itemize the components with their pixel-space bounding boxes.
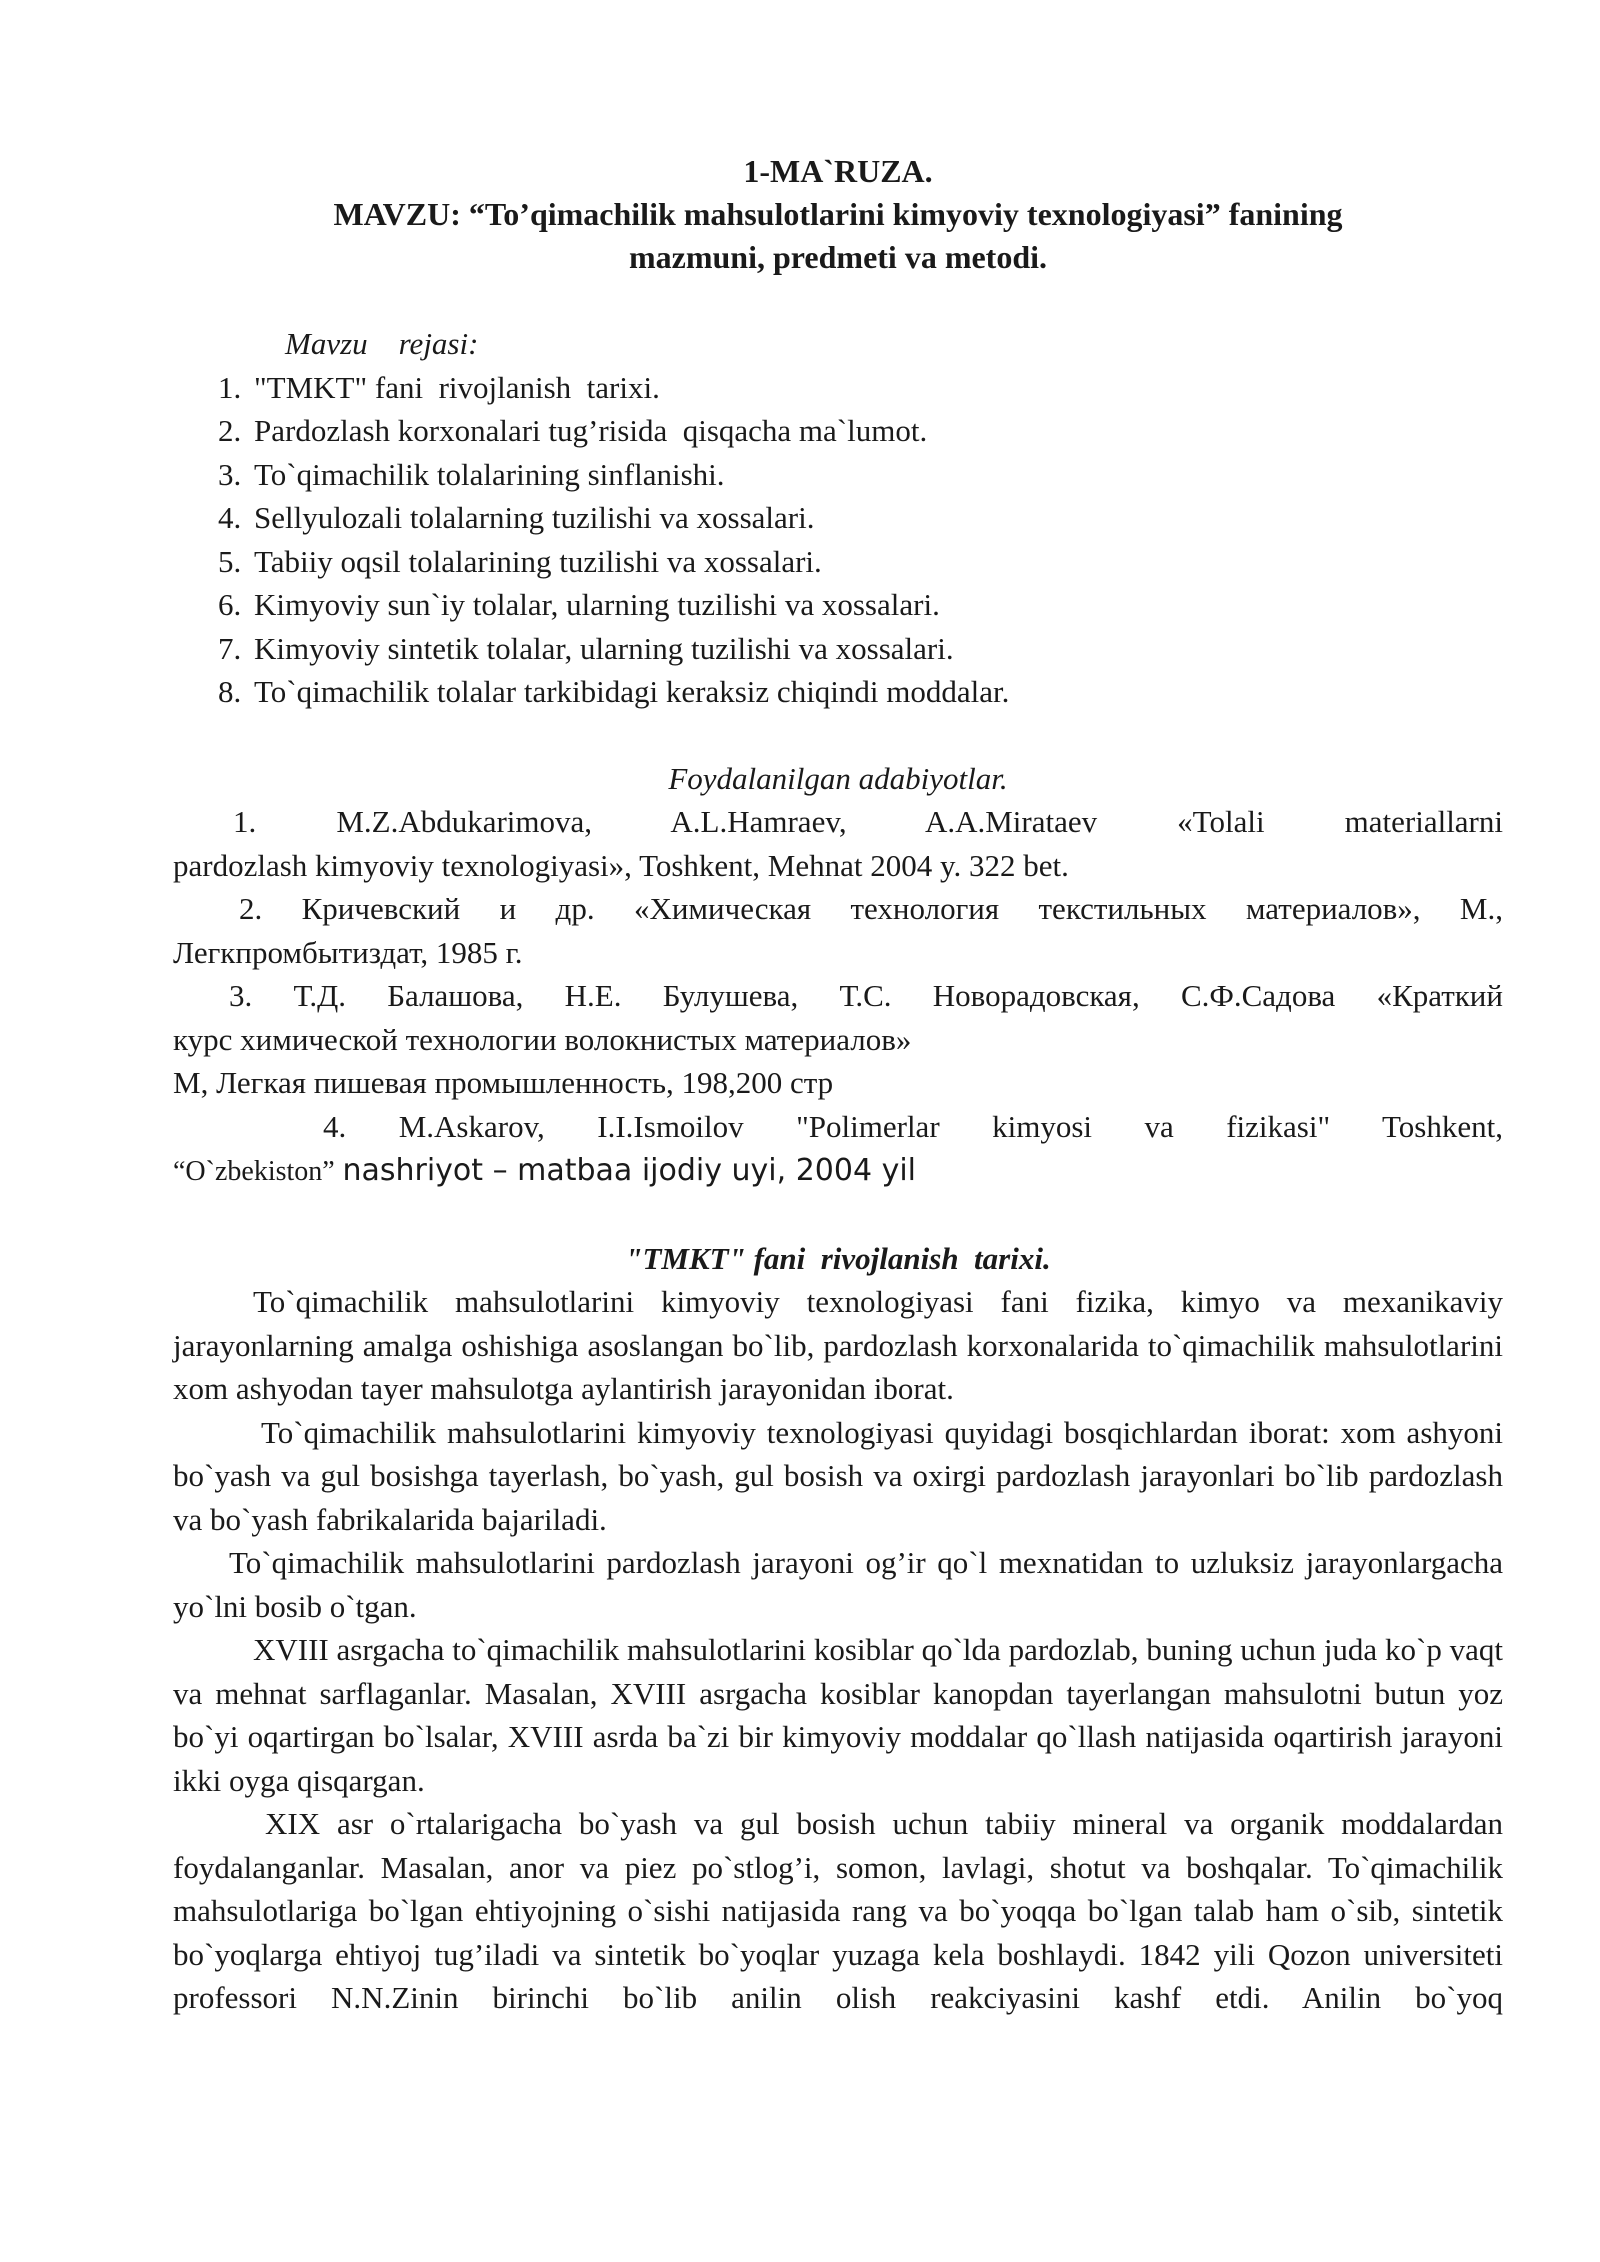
plan-item-number: 3. <box>218 456 242 492</box>
topic-line-2: mazmuni, predmeti va metodi. <box>628 239 1048 275</box>
plan-item-number: 1. <box>218 369 242 405</box>
section-paragraph-3: To`qimachilik mahsulotlarini pardozlash jarayoni og’ir qo`l mexnatidan to uzluksiz jarayonlargacha yo`lni bosib o`tgan. <box>173 1545 1503 1624</box>
plan-item <box>218 366 1503 410</box>
plan-item <box>218 409 1503 453</box>
reference-4-publisher-quote: “O`zbekiston” <box>173 1156 335 1187</box>
plan-item-text: Sellyulozali tolalarning tuzilishi va xossalari. <box>254 500 815 535</box>
section-paragraph-4: XVIII asrgacha to`qimachilik mahsulotlarini kosiblar qo`lda pardozlab, buning uchun juda ko`p vaqt va mehnat sarflaganlar. Masalan, XVIII asrgacha kosiblar kanopdan tayerlangan mahsulotni butun yoz bo`yi oqartirgan bo`lsalar, XVIII asrda ba`zi bir kimyoviy moddalar qo`llash natijasida oqartirish jarayoni ikki oyga qisqargan. <box>173 1632 1503 1798</box>
plan-item <box>218 583 1503 627</box>
references-heading: Foydalanilgan adabiyotlar. <box>668 760 1008 796</box>
reference-4-publisher-tail: nashriyot – matbaa ijodiy uyi, 2004 yil <box>342 1153 917 1188</box>
reference-2-line-2: Легкпромбытиздат, 1985 г. <box>173 934 523 970</box>
reference-2-line-1: 2. Кричевский и др. «Химическая технология текстильных материалов», М., <box>239 891 1503 926</box>
reference-1-line-1: 1. M.Z.Abdukarimova, A.L.Hamraev, A.A.Mirataev «Tolali materiallarni <box>233 804 1503 839</box>
plan-item <box>218 540 1503 584</box>
plan-item-number: 8. <box>218 674 242 709</box>
plan-item-text: To`qimachilik tolalarining sinflanishi. <box>254 456 725 492</box>
reference-3-line-3: М, Легкая пишевая промышленность, 198,200 стр <box>173 1065 834 1100</box>
reference-3 <box>173 974 1503 1105</box>
plan-item-number: 2. <box>218 413 242 448</box>
plan-item-text: "TMKT" fani rivojlanish tarixi. <box>254 369 660 405</box>
section-heading: "TMKT" fani rivojlanish tarixi. <box>625 1240 1051 1276</box>
document-content <box>173 150 1503 2020</box>
plan-item-text: Tabiiy oqsil tolalarining tuzilishi va xossalari. <box>254 543 822 579</box>
section-paragraph-2: To`qimachilik mahsulotlarini kimyoviy texnologiyasi quyidagi bosqichlardan iborat: xom ashyoni bo`yash va gul bosishga tayerlash, bo`yash, gul bosish va oxirgi pardozlash jarayonlari bo`lib pardozlash va bo`yash fabrikalarida bajariladi. <box>173 1414 1503 1537</box>
plan-item-text: Kimyoviy sintetik tolalar, ularning tuzilishi va xossalari. <box>254 630 954 666</box>
plan-item-text: Pardozlash korxonalari tug’risida qisqacha ma`lumot. <box>254 413 928 448</box>
lecture-title <box>173 150 1503 279</box>
plan-item-text: Kimyoviy sun`iy tolalar, ularning tuzilishi va xossalari. <box>254 587 940 622</box>
plan-item <box>218 496 1503 540</box>
plan-item-number: 4. <box>218 500 242 535</box>
plan-item <box>218 627 1503 671</box>
plan-item <box>218 670 1503 714</box>
plan-item <box>218 453 1503 497</box>
reference-3-line-2: курс химической технологии волокнистых материалов» <box>173 1021 912 1057</box>
section-paragraph-5: XIX asr o`rtalarigacha bo`yash va gul bosish uchun tabiiy mineral va organik moddalardan foydalanganlar. Masalan, anor va piez po`stlog’i, somon, lavlagi, shotut va boshqalar. To`qimachilik mahsulotlariga bo`lgan ehtiyojning o`sishi natijasida rang va bo`yoqqa bo`lgan talab ham o`sib, sintetik bo`yoqlarga ehtiyoj tug’iladi va sintetik bo`yoqlar yuzaga kela boshlaydi. 1842 yili Qozon universiteti professori N.N.Zinin birinchi bo`lib anilin olish reakciyasini kashf etdi. Anilin bo`yoq <box>173 1806 1503 2015</box>
reference-4-line-2 <box>173 1148 1503 1194</box>
plan-list <box>173 366 1503 714</box>
lecture-number: 1-MA`RUZA. <box>743 153 933 189</box>
reference-1 <box>173 800 1503 887</box>
plan-item-text: To`qimachilik tolalar tarkibidagi keraksiz chiqindi moddalar. <box>254 674 1010 709</box>
plan-item-number: 6. <box>218 587 242 622</box>
reference-4 <box>173 1105 1503 1194</box>
reference-4-line-1: 4. M.Askarov, I.I.Ismoilov "Polimerlar kimyosi va fizikasi" Toshkent, <box>323 1108 1503 1144</box>
plan-heading: Mavzu rejasi: <box>285 326 479 361</box>
reference-1-line-2: pardozlash kimyoviy texnologiyasi», Toshkent, Mehnat 2004 y. 322 bet. <box>173 847 1069 883</box>
plan-item-number: 5. <box>218 543 242 579</box>
reference-2 <box>173 887 1503 974</box>
topic-line-1: MAVZU: “To’qimachilik mahsulotlarini kimyoviy texnologiyasi” fanining <box>333 196 1343 232</box>
section-paragraph-1: To`qimachilik mahsulotlarini kimyoviy texnologiyasi fani fizika, kimyo va mexanikaviy jarayonlarning amalga oshishiga asoslangan bo`lib, pardozlash korxonalarida to`qimachilik mahsulotlarini xom ashyodan tayer mahsulotga aylantirish jarayonidan iborat. <box>173 1284 1503 1406</box>
reference-3-line-1: 3. Т.Д. Балашова, Н.Е. Булушева, Т.С. Новорадовская, С.Ф.Садова «Краткий <box>229 978 1503 1013</box>
plan-item-number: 7. <box>218 630 242 666</box>
